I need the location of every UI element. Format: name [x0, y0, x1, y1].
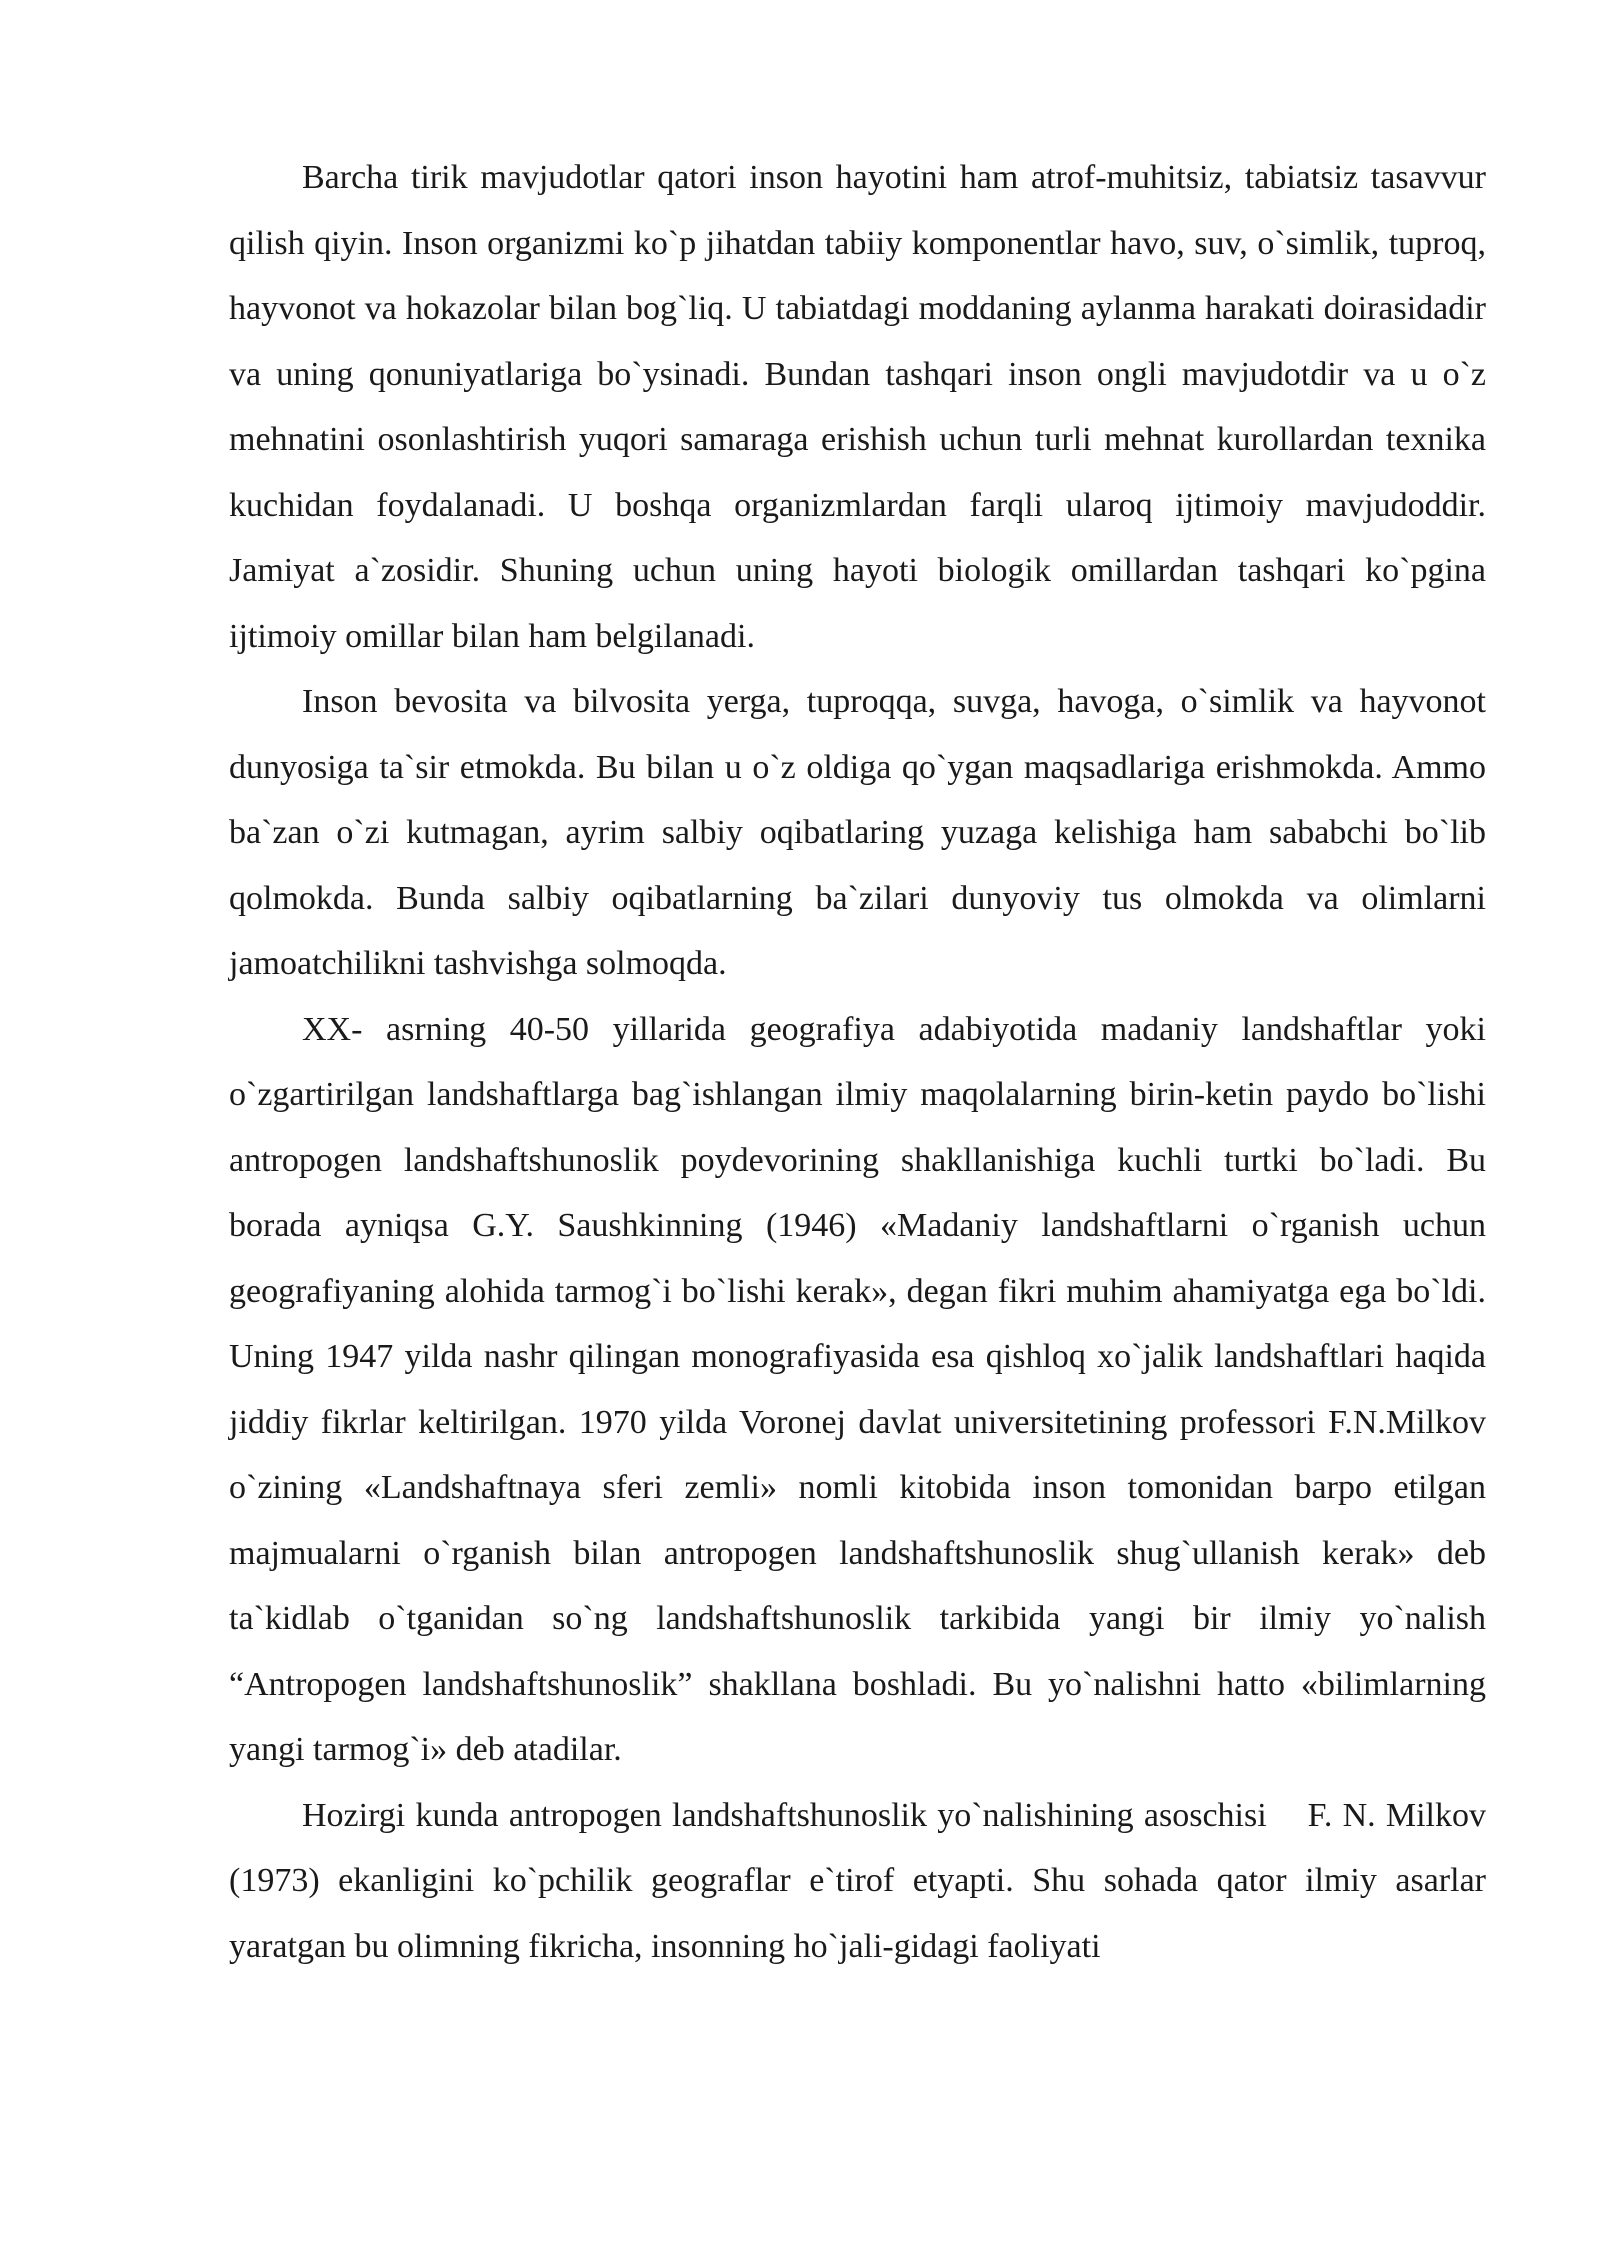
paragraph: Barcha tirik mavjudotlar qatori inson hayotini ham atrof-muhitsiz, tabiatsiz tasavvur qilish qiyin. Inson organizmi ko`p jihatdan tabiiy komponentlar havo, suv, o`simlik, tuproq, hayvonot va hokazolar bilan bog`liq. U tabiatdagi moddaning aylanma harakati doirasidadir va uning qonuniyatlariga bo`ysinadi. Bundan tashqari inson ongli mavjudotdir va u o`z mehnatini osonlashtirish yuqori samaraga erishish uchun turli mehnat kurollardan texnika kuchidan foydalanadi. U boshqa organizmlardan farqli ularoq ijtimoiy mavjudoddir. Jamiyat a`zosidir. Shuning uchun uning hayoti biologik omillardan tashqari ko`pgina ijtimoiy omillar bilan ham belgilanadi. [229, 159, 1486, 655]
document-body [229, 145, 1495, 1979]
paragraph: Hozirgi kunda antropogen landshaftshunoslik yo`nalishining asoschisi F. N. Milkov (1973) ekanligini ko`pchilik geograflar e`tirof etyapti. Shu sohada qator ilmiy asarlar yaratgan bu olimning fikricha, insonning ho`jali-gidagi faoliyati [229, 1796, 1495, 1965]
paragraph: Inson bevosita va bilvosita yerga, tuproqqa, suvga, havoga, o`simlik va hayvonot dunyosiga ta`sir etmokda. Bu bilan u o`z oldiga qo`ygan maqsadlariga erishmokda. Ammo ba`zan o`zi kutmagan, ayrim salbiy oqibatlaring yuzaga kelishiga ham sababchi bo`lib qolmokda. Bunda salbiy oqibatlarning ba`zilari dunyoviy tus olmokda va olimlarni jamoatchilikni tashvishga solmoqda. [229, 683, 1486, 982]
paragraph: XX- asrning 40-50 yillarida geografiya adabiyotida madaniy landshaftlar yoki o`zgartirilgan landshaftlarga bag`ishlangan ilmiy maqolalarning birin-ketin paydo bo`lishi antropogen landshaftshunoslik poydevorining shakllanishiga kuchli turtki bo`ladi. Bu borada ayniqsa G.Y. Saushkinning (1946) «Madaniy landshaftlarni o`rganish uchun geografiyaning alohida tarmog`i bo`lishi kerak», degan fikri muhim ahamiyatga ega bo`ldi. Uning 1947 yilda nashr qilingan monografiyasida esa qishloq xo`jalik landshaftlari haqida jiddiy fikrlar keltirilgan. 1970 yilda Voronej davlat universitetining professori F.N.Milkov o`zining «Landshaftnaya sferi zemli» nomli kitobida inson tomonidan barpo etilgan majmualarni o`rganish bilan antropogen landshaftshunoslik shug`ullanish kerak» deb ta`kidlab o`tganidan so`ng landshaftshunoslik tarkibida yangi bir ilmiy yo`nalish “Antropogen landshaftshunoslik” shakllana boshladi. Bu yo`nalishni hatto «bilimlarning yangi tarmog`i» deb atadilar. [229, 1010, 1486, 1768]
